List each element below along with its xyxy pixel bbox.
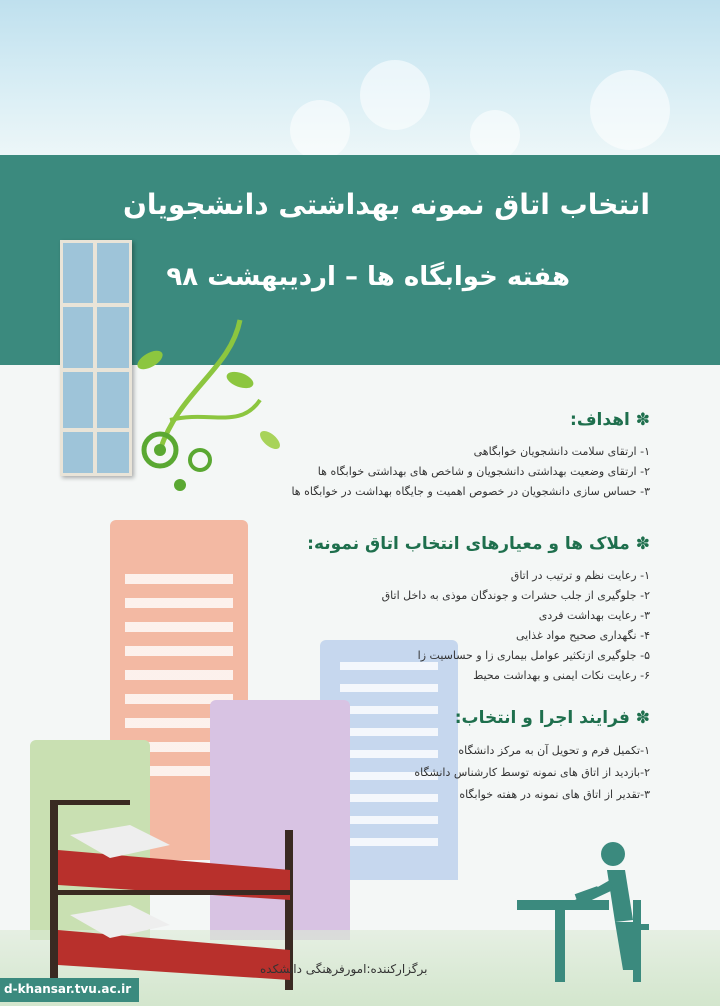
bokeh-light [360, 60, 430, 130]
bokeh-light [470, 110, 520, 160]
process-list [414, 740, 650, 806]
list-item: ۲- ارتقای وضعیت بهداشتی دانشجویان و شاخص های بهداشتی خوابگاه ها [317, 465, 650, 478]
list-item: ۳- رعایت بهداشت فردی [538, 609, 650, 622]
floral-decoration [120, 300, 300, 500]
process-heading: ✽ فرایند اجرا و انتخاب: [454, 708, 650, 728]
poster-title: انتخاب اتاق نمونه بهداشتی دانشجویان [122, 188, 650, 221]
student-desk-icon [515, 840, 665, 985]
poster-subtitle: هفته خوابگاه ها – اردیبهشت ۹۸ [166, 262, 570, 292]
criteria-list [382, 566, 650, 686]
list-item: ۴- نگهداری صحیح مواد غذایی [515, 629, 650, 642]
list-item: ۶- رعایت نکات ایمنی و بهداشت محیط [473, 669, 650, 682]
goals-list [291, 442, 650, 502]
bokeh-light [290, 100, 350, 160]
list-item: ۵- جلوگیری ازتکثیر عوامل بیماری زا و حساسیت زا [417, 649, 650, 662]
goals-heading: ✽ اهداف: [570, 410, 650, 430]
criteria-heading: ✽ ملاک ها و معیارهای انتخاب اتاق نمونه: [307, 534, 650, 554]
organizer-label: برگزارکننده:امورفرهنگی دانشکده [260, 962, 428, 976]
bokeh-light [590, 70, 670, 150]
list-item: ۳-تقدیر از اتاق های نمونه در هفته خوابگاه [459, 788, 650, 801]
bunk-bed-illustration [40, 790, 310, 990]
list-item: ۱-تکمیل فرم و تحویل آن به مرکز دانشگاه [458, 744, 650, 757]
website-link[interactable]: d-khansar.tvu.ac.ir [0, 978, 139, 1002]
list-item: ۱- ارتقای سلامت دانشجویان خوابگاهی [473, 445, 650, 458]
list-item: ۱- رعایت نظم و ترتیب در اتاق [510, 569, 650, 582]
list-item: ۲- جلوگیری از جلب حشرات و جوندگان موذی به داخل اتاق [381, 589, 650, 602]
list-item: ۲-بازدید از اتاق های نمونه توسط کارشناس دانشگاه [414, 766, 650, 779]
list-item: ۳- حساس سازی دانشجویان در خصوص اهمیت و جایگاه بهداشت در خوابگاه ها [291, 485, 650, 498]
